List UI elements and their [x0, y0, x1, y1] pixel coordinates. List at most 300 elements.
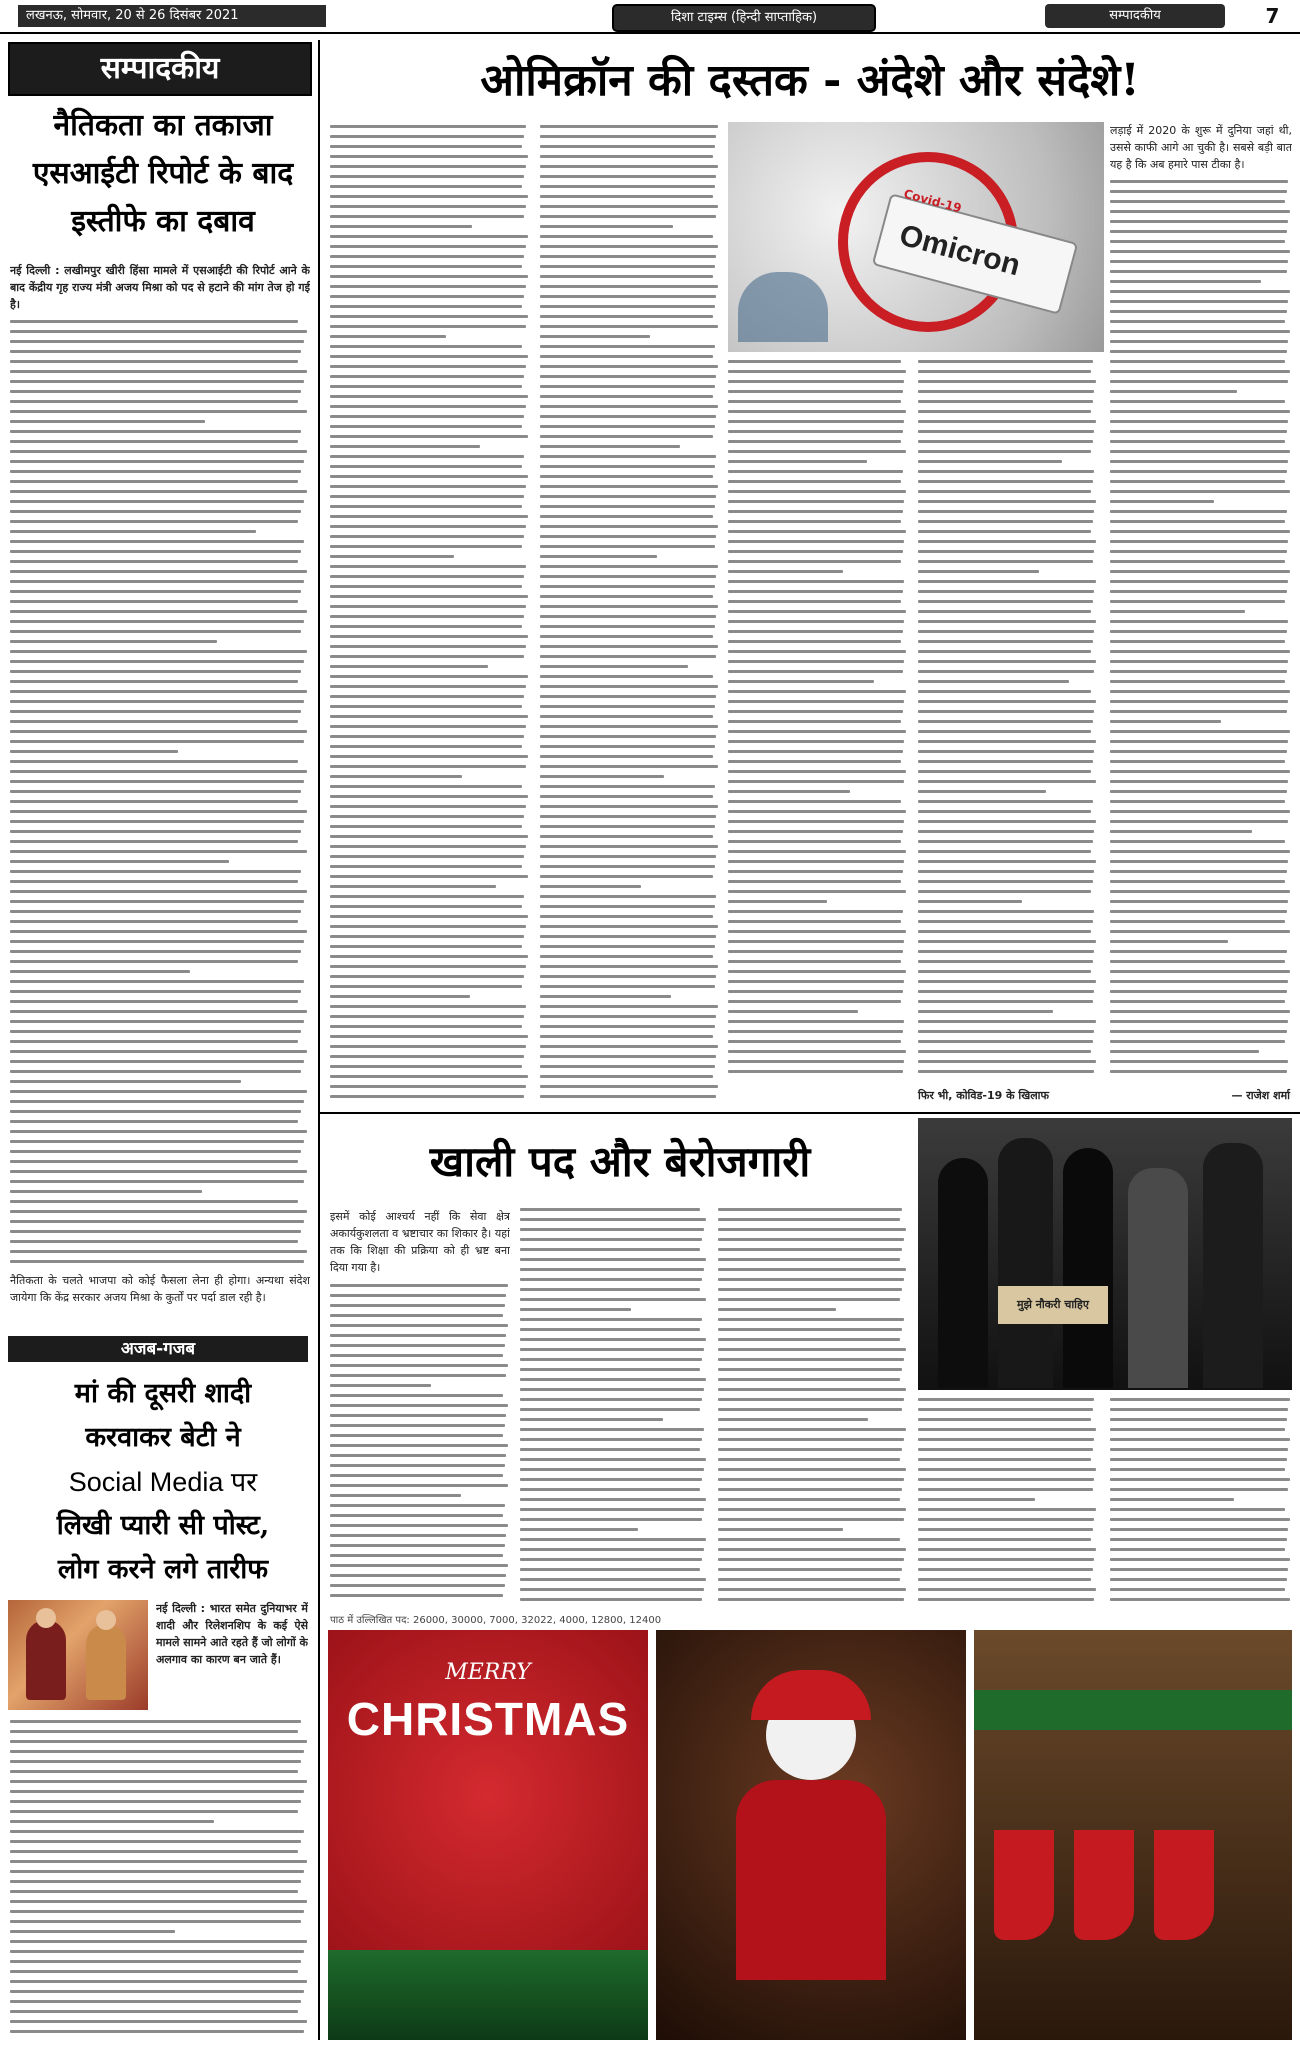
text-line — [540, 305, 715, 308]
text-line — [918, 480, 1093, 483]
ajab-gajab-headline — [8, 1372, 318, 1592]
text-line — [540, 525, 718, 528]
text-line — [918, 680, 1069, 683]
text-line — [918, 1418, 1091, 1421]
text-line — [540, 695, 716, 698]
text-line — [330, 675, 528, 678]
text-line — [1110, 370, 1290, 373]
text-line — [918, 980, 1096, 983]
text-line — [10, 450, 307, 453]
text-line — [728, 650, 906, 653]
text-line — [10, 640, 217, 643]
text-line — [728, 510, 903, 513]
text-line — [10, 1030, 301, 1033]
text-line — [728, 390, 903, 393]
text-line — [718, 1308, 836, 1311]
text-line — [540, 585, 715, 588]
text-line — [918, 1558, 1094, 1561]
text-line — [330, 835, 528, 838]
text-line — [918, 1538, 1091, 1541]
text-line — [330, 915, 528, 918]
text-line — [728, 960, 901, 963]
text-line — [330, 135, 524, 138]
text-line — [540, 1045, 718, 1048]
text-line — [540, 725, 718, 728]
text-line — [918, 590, 1094, 593]
text-line — [540, 875, 713, 878]
text-line — [1110, 1398, 1290, 1401]
text-line — [10, 350, 301, 353]
text-line — [540, 835, 713, 838]
text-line — [10, 1130, 307, 1133]
text-line — [10, 1870, 304, 1873]
text-line — [10, 330, 307, 333]
text-line — [1110, 800, 1285, 803]
text-line — [330, 195, 528, 198]
berojgari-column-1 — [330, 1284, 510, 1610]
text-line — [540, 575, 716, 578]
text-line — [1110, 280, 1261, 283]
text-line — [728, 400, 901, 403]
text-line — [540, 555, 657, 558]
text-line — [918, 600, 1093, 603]
text-line — [10, 1050, 307, 1053]
text-line — [918, 1588, 1096, 1591]
text-line — [918, 750, 1094, 753]
text-line — [728, 810, 906, 813]
text-line — [540, 825, 715, 828]
text-line — [330, 1594, 503, 1597]
text-line — [1110, 670, 1287, 673]
text-line — [330, 145, 522, 148]
text-line — [330, 755, 528, 758]
text-line — [540, 1065, 715, 1068]
text-line — [540, 595, 713, 598]
text-line — [540, 975, 716, 978]
text-line — [728, 370, 906, 373]
text-line — [10, 980, 304, 983]
text-line — [330, 395, 528, 398]
text-line — [1110, 690, 1290, 693]
text-line — [728, 790, 850, 793]
text-line — [10, 370, 307, 373]
text-line — [1110, 1050, 1259, 1053]
text-line — [330, 1444, 508, 1447]
text-line — [918, 620, 1096, 623]
text-line — [918, 860, 1096, 863]
text-line — [330, 215, 524, 218]
text-line — [10, 490, 307, 493]
text-line — [330, 635, 528, 638]
headline-line-2: करवाकर बेटी ने — [85, 1422, 241, 1453]
text-line — [728, 570, 843, 573]
text-line — [918, 820, 1096, 823]
text-line — [718, 1508, 906, 1511]
text-line — [330, 1075, 528, 1078]
text-line — [1110, 230, 1287, 233]
berojgari-column-2 — [520, 1208, 708, 1610]
text-line — [10, 1840, 301, 1843]
text-line — [520, 1398, 702, 1401]
text-line — [10, 580, 304, 583]
text-line — [728, 820, 904, 823]
text-line — [520, 1228, 704, 1231]
text-line — [718, 1408, 902, 1411]
text-line — [728, 550, 903, 553]
text-line — [10, 380, 304, 383]
text-line — [330, 945, 522, 948]
text-line — [918, 690, 1091, 693]
text-line — [330, 455, 524, 458]
text-line — [330, 1025, 522, 1028]
text-line — [918, 700, 1096, 703]
text-line — [330, 1544, 505, 1547]
text-line — [10, 1880, 301, 1883]
text-line — [330, 485, 526, 488]
text-line — [330, 1564, 508, 1567]
text-line — [1110, 350, 1287, 353]
text-line — [1110, 860, 1288, 863]
text-line — [540, 265, 715, 268]
page-header — [0, 0, 1300, 34]
text-line — [718, 1318, 904, 1321]
text-line — [540, 385, 715, 388]
text-line — [330, 405, 526, 408]
text-line — [1110, 790, 1287, 793]
text-line — [10, 1000, 298, 1003]
text-line — [728, 640, 901, 643]
text-line — [918, 770, 1091, 773]
text-line — [10, 750, 178, 753]
text-line — [330, 1364, 508, 1367]
text-line — [330, 1524, 508, 1527]
text-line — [330, 1095, 524, 1098]
text-line — [10, 360, 298, 363]
text-line — [918, 570, 1039, 573]
text-line — [1110, 510, 1287, 513]
text-line — [10, 1950, 304, 1953]
text-line — [1110, 270, 1287, 273]
text-line — [918, 1548, 1096, 1551]
text-line — [330, 495, 524, 498]
text-line — [540, 675, 713, 678]
text-line — [10, 840, 298, 843]
text-line — [918, 710, 1094, 713]
text-line — [10, 440, 298, 443]
text-line — [918, 1508, 1096, 1511]
text-line — [728, 360, 901, 363]
text-line — [330, 505, 522, 508]
text-line — [918, 1448, 1093, 1451]
text-line — [728, 870, 903, 873]
text-line — [1110, 760, 1285, 763]
editorial-section-label: सम्पादकीय — [8, 42, 312, 96]
text-line — [10, 1160, 298, 1163]
text-line — [10, 520, 298, 523]
text-line — [540, 845, 718, 848]
text-line — [918, 500, 1096, 503]
text-line — [540, 195, 713, 198]
text-line — [1110, 1488, 1288, 1491]
text-line — [330, 1574, 506, 1577]
text-line — [728, 1000, 901, 1003]
text-line — [918, 370, 1091, 373]
text-line — [520, 1358, 702, 1361]
text-line — [918, 830, 1094, 833]
text-line — [718, 1558, 904, 1561]
text-line — [728, 630, 903, 633]
text-line — [540, 135, 716, 138]
text-line — [918, 440, 1093, 443]
text-line — [728, 610, 906, 613]
text-line — [540, 185, 715, 188]
text-line — [1110, 300, 1288, 303]
omicron-caption: फिर भी, कोविड-19 के खिलाफ — [918, 1089, 1050, 1102]
text-line — [1110, 710, 1287, 713]
text-line — [10, 1960, 301, 1963]
text-line — [1110, 1498, 1234, 1501]
text-line — [1110, 920, 1285, 923]
text-line — [540, 505, 715, 508]
text-line — [718, 1278, 904, 1281]
text-line — [540, 685, 718, 688]
text-line — [330, 735, 524, 738]
text-line — [540, 545, 715, 548]
text-line — [540, 465, 715, 468]
text-line — [520, 1298, 706, 1301]
text-line — [918, 580, 1096, 583]
text-line — [1110, 720, 1221, 723]
text-line — [728, 450, 906, 453]
text-line — [330, 1554, 503, 1557]
covid-label: Covid-19 — [902, 186, 964, 216]
text-line — [1110, 580, 1288, 583]
text-line — [540, 955, 713, 958]
text-line — [1110, 240, 1285, 243]
text-line — [520, 1328, 700, 1331]
text-line — [1110, 540, 1288, 543]
text-line — [540, 995, 671, 998]
text-line — [918, 870, 1094, 873]
text-line — [1110, 890, 1290, 893]
text-line — [918, 630, 1094, 633]
text-line — [520, 1428, 704, 1431]
text-line — [10, 920, 298, 923]
text-line — [1110, 980, 1288, 983]
text-line — [520, 1318, 702, 1321]
text-line — [918, 1030, 1094, 1033]
text-line — [1110, 600, 1285, 603]
headline-line-5: लोग करने लगे तारीफ — [57, 1554, 269, 1585]
text-line — [330, 155, 528, 158]
text-line — [330, 1424, 505, 1427]
text-line — [330, 665, 488, 668]
text-line — [330, 315, 528, 318]
text-line — [10, 1210, 307, 1213]
text-line — [330, 425, 522, 428]
text-line — [520, 1368, 700, 1371]
omicron-column-5 — [1110, 180, 1292, 1080]
text-line — [918, 1568, 1093, 1571]
text-line — [1110, 390, 1237, 393]
text-line — [10, 1980, 307, 1983]
text-line — [540, 945, 715, 948]
text-line — [728, 1070, 903, 1073]
text-line — [1110, 630, 1287, 633]
text-line — [728, 430, 903, 433]
text-line — [918, 850, 1091, 853]
text-line — [540, 665, 688, 668]
text-line — [540, 275, 713, 278]
text-line — [918, 760, 1093, 763]
text-line — [1110, 260, 1288, 263]
text-line — [330, 365, 526, 368]
text-line — [918, 940, 1096, 943]
text-line — [918, 1000, 1093, 1003]
text-line — [10, 790, 301, 793]
text-line — [728, 690, 906, 693]
text-line — [10, 1920, 301, 1923]
text-line — [540, 865, 715, 868]
text-line — [10, 900, 304, 903]
text-line — [728, 890, 906, 893]
text-line — [1110, 180, 1288, 183]
text-line — [330, 385, 522, 388]
text-line — [540, 315, 713, 318]
text-line — [718, 1498, 900, 1501]
text-line — [918, 900, 1022, 903]
omicron-column-4 — [918, 360, 1098, 1080]
text-line — [728, 950, 903, 953]
text-line — [330, 125, 526, 128]
text-line — [330, 1504, 505, 1507]
christmas-text: CHRISTMAS — [346, 1693, 630, 1745]
text-line — [918, 1458, 1091, 1461]
text-line — [1110, 1010, 1290, 1013]
text-line — [520, 1208, 700, 1211]
text-line — [918, 1070, 1094, 1073]
text-line — [718, 1538, 900, 1541]
text-line — [10, 830, 301, 833]
text-line — [330, 345, 522, 348]
text-line — [1110, 570, 1290, 573]
text-line — [1110, 1558, 1290, 1561]
text-line — [330, 445, 480, 448]
text-line — [540, 1085, 718, 1088]
text-line — [330, 825, 522, 828]
text-line — [540, 1025, 715, 1028]
text-line — [1110, 780, 1288, 783]
text-line — [520, 1438, 702, 1441]
text-line — [1110, 950, 1287, 953]
text-line — [10, 960, 298, 963]
text-line — [540, 925, 718, 928]
christmas-banner-panel-2 — [656, 1630, 966, 2040]
text-line — [540, 1055, 716, 1058]
text-line — [728, 990, 903, 993]
text-line — [718, 1438, 904, 1441]
text-line — [1110, 400, 1285, 403]
text-line — [10, 1780, 307, 1783]
text-line — [10, 1240, 298, 1243]
text-line — [540, 785, 715, 788]
text-line — [330, 435, 528, 438]
text-line — [540, 515, 713, 518]
text-line — [330, 475, 528, 478]
text-line — [330, 985, 522, 988]
text-line — [330, 885, 496, 888]
text-line — [10, 2020, 307, 2023]
text-line — [10, 1070, 301, 1073]
text-line — [10, 850, 307, 853]
berojgari-column-3 — [718, 1208, 908, 1610]
text-line — [10, 630, 301, 633]
editorial-closing: नैतिकता के चलते भाजपा को कोई फैसला लेना ही होगा। अन्यथा संदेश जायेगा कि केंद्र सरकार अजय मिश्रा के कुर्तों पर पर्दा डाल रही है। — [10, 1274, 310, 1304]
text-line — [520, 1588, 704, 1591]
text-line — [728, 980, 904, 983]
text-line — [1110, 1448, 1288, 1451]
headline-line-3: Social Media पर — [68, 1467, 258, 1497]
text-line — [520, 1498, 706, 1501]
text-line — [728, 520, 901, 523]
text-line — [10, 500, 304, 503]
text-line — [520, 1288, 700, 1291]
text-line — [540, 985, 715, 988]
text-line — [718, 1218, 900, 1221]
text-line — [540, 365, 718, 368]
text-line — [330, 165, 526, 168]
text-line — [10, 410, 307, 413]
text-line — [540, 475, 713, 478]
text-line — [540, 125, 718, 128]
text-line — [718, 1268, 906, 1271]
text-line — [918, 650, 1091, 653]
text-line — [540, 455, 716, 458]
text-line — [918, 1498, 1035, 1501]
text-line — [1110, 1478, 1290, 1481]
text-line — [1110, 380, 1288, 383]
text-line — [918, 670, 1094, 673]
text-line — [918, 930, 1091, 933]
text-line — [330, 865, 522, 868]
text-line — [330, 1374, 506, 1377]
text-line — [1110, 880, 1285, 883]
text-line — [918, 400, 1093, 403]
text-line — [330, 995, 470, 998]
text-line — [10, 1010, 307, 1013]
text-line — [718, 1398, 904, 1401]
text-line — [10, 650, 307, 653]
text-line — [10, 1100, 304, 1103]
text-line — [520, 1478, 702, 1481]
text-line — [330, 285, 526, 288]
text-line — [1110, 850, 1290, 853]
text-line — [330, 1314, 503, 1317]
text-line — [330, 1035, 528, 1038]
text-line — [540, 715, 713, 718]
text-line — [540, 245, 718, 248]
text-line — [1110, 680, 1285, 683]
omicron-author: — राजेश शर्मा — [1231, 1089, 1290, 1102]
text-line — [540, 495, 716, 498]
text-line — [330, 625, 522, 628]
text-line — [540, 905, 715, 908]
text-line — [10, 1800, 301, 1803]
text-line — [540, 485, 718, 488]
text-line — [918, 730, 1091, 733]
text-line — [718, 1228, 906, 1231]
text-line — [1110, 440, 1285, 443]
